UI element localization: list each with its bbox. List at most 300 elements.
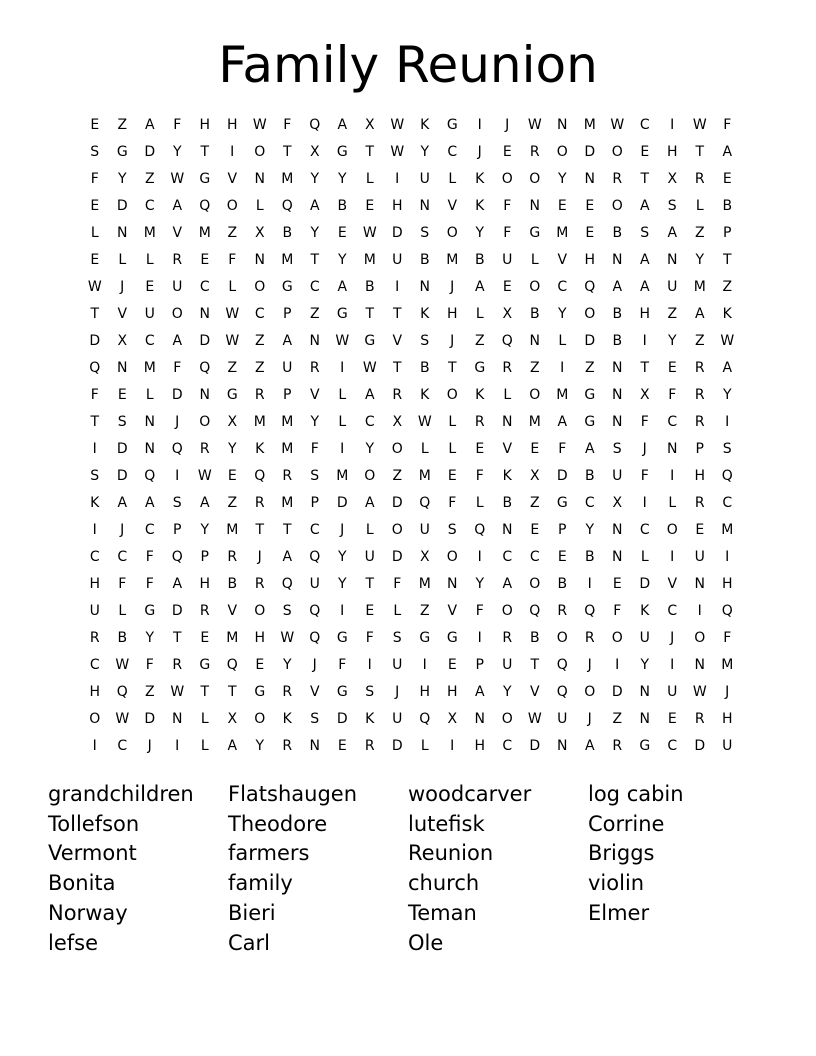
grid-letter: G xyxy=(584,386,596,403)
grid-letter: O xyxy=(529,575,541,592)
grid-letter: I xyxy=(367,656,372,673)
grid-letter: Y xyxy=(475,575,485,592)
grid-letter: J xyxy=(725,683,730,700)
grid-letter: P xyxy=(475,656,484,673)
grid-letter: S xyxy=(365,683,375,700)
grid-row xyxy=(81,435,741,462)
grid-letter: Z xyxy=(419,602,430,619)
grid-letter: K xyxy=(640,602,650,619)
grid-letter: Z xyxy=(227,494,238,511)
grid-row xyxy=(81,354,741,381)
grid-letter: K xyxy=(365,710,375,727)
grid-letter: F xyxy=(90,386,99,403)
grid-letter: L xyxy=(640,548,649,565)
grid-row xyxy=(81,570,741,597)
grid-letter: X xyxy=(227,710,238,727)
grid-letter: I xyxy=(560,359,565,376)
grid-letter: D xyxy=(171,602,183,619)
grid-letter: D xyxy=(116,197,128,214)
grid-letter: O xyxy=(391,521,403,538)
grid-letter: B xyxy=(612,224,623,241)
grid-letter: U xyxy=(282,359,293,376)
grid-letter: X xyxy=(502,305,513,322)
grid-letter: E xyxy=(337,737,347,754)
grid-letter: Y xyxy=(502,683,512,700)
grid-letter: Q xyxy=(281,197,293,214)
grid-row xyxy=(81,597,741,624)
grid-letter: Z xyxy=(694,224,705,241)
grid-letter: M xyxy=(281,413,294,430)
grid-letter: O xyxy=(254,602,266,619)
grid-letter: O xyxy=(556,143,568,160)
grid-letter: E xyxy=(145,278,155,295)
grid-letter: B xyxy=(419,251,430,268)
grid-letter: N xyxy=(144,440,155,457)
grid-letter: G xyxy=(199,170,211,187)
grid-letter: X xyxy=(254,224,265,241)
grid-letter: G xyxy=(446,629,458,646)
grid-letter: P xyxy=(173,521,182,538)
grid-letter: M xyxy=(693,278,706,295)
grid-letter: Y xyxy=(145,629,155,646)
grid-letter: Y xyxy=(337,170,347,187)
grid-letter: E xyxy=(502,143,512,160)
grid-letter: G xyxy=(116,143,128,160)
grid-letter: G xyxy=(474,359,486,376)
grid-letter: F xyxy=(475,602,484,619)
grid-letter: M xyxy=(281,440,294,457)
grid-letter: L xyxy=(503,386,512,403)
grid-letter: I xyxy=(175,737,180,754)
grid-letter: A xyxy=(337,278,348,295)
grid-letter: U xyxy=(392,710,403,727)
grid-letter: C xyxy=(557,278,568,295)
grid-letter: T xyxy=(282,521,292,538)
grid-letter: L xyxy=(255,197,264,214)
grid-letter: S xyxy=(172,494,182,511)
grid-letter: R xyxy=(227,548,238,565)
grid-letter: L xyxy=(90,224,99,241)
grid-letter: P xyxy=(695,440,704,457)
grid-letter: V xyxy=(392,332,403,349)
grid-letter: O xyxy=(364,467,376,484)
word-list-item: log cabin xyxy=(588,781,684,806)
word-list-item: Bieri xyxy=(228,901,276,926)
grid-letter: D xyxy=(391,224,403,241)
grid-letter: V xyxy=(557,251,568,268)
grid-letter: D xyxy=(391,737,403,754)
grid-letter: B xyxy=(722,197,733,214)
grid-letter: L xyxy=(448,170,457,187)
grid-letter: E xyxy=(585,224,595,241)
grid-letter: W xyxy=(225,305,240,322)
grid-letter: E xyxy=(557,197,567,214)
grid-letter: Q xyxy=(116,683,128,700)
grid-letter: A xyxy=(144,494,155,511)
grid-letter: M xyxy=(583,116,596,133)
grid-letter: F xyxy=(640,467,649,484)
grid-letter: B xyxy=(474,251,485,268)
grid-letter: K xyxy=(475,170,485,187)
grid-letter: C xyxy=(144,197,155,214)
grid-letter: X xyxy=(419,548,430,565)
grid-letter: F xyxy=(145,575,154,592)
grid-letter: J xyxy=(587,656,592,673)
grid-letter: T xyxy=(90,305,100,322)
grid-letter: N xyxy=(254,251,265,268)
grid-letter: D xyxy=(116,467,128,484)
word-list-item: Reunion xyxy=(408,841,494,866)
grid-letter: X xyxy=(529,467,540,484)
grid-letter: O xyxy=(171,305,183,322)
grid-letter: L xyxy=(558,332,567,349)
grid-letter: S xyxy=(447,521,457,538)
grid-letter: A xyxy=(722,143,733,160)
grid-letter: Z xyxy=(667,305,678,322)
grid-letter: X xyxy=(612,494,623,511)
grid-letter: I xyxy=(615,656,620,673)
grid-row xyxy=(81,651,741,678)
grid-letter: Q xyxy=(419,710,431,727)
grid-letter: B xyxy=(612,332,623,349)
grid-letter: Y xyxy=(722,386,732,403)
grid-letter: H xyxy=(89,575,101,592)
grid-letter: Y xyxy=(640,656,650,673)
grid-letter: N xyxy=(694,575,705,592)
grid-letter: N xyxy=(199,305,210,322)
grid-letter: R xyxy=(254,494,265,511)
grid-letter: V xyxy=(117,305,128,322)
grid-letter: I xyxy=(450,737,455,754)
grid-letter: E xyxy=(200,629,210,646)
grid-row xyxy=(81,489,741,516)
grid-letter: O xyxy=(89,710,101,727)
grid-letter: L xyxy=(365,521,374,538)
grid-letter: O xyxy=(611,629,623,646)
grid-letter: D xyxy=(584,332,596,349)
grid-letter: Q xyxy=(199,197,211,214)
word-list-item: Elmer xyxy=(588,901,650,926)
grid-letter: D xyxy=(391,494,403,511)
grid-letter: U xyxy=(172,278,183,295)
grid-letter: M xyxy=(143,359,156,376)
grid-letter: T xyxy=(640,359,650,376)
grid-letter: O xyxy=(666,521,678,538)
grid-letter: T xyxy=(310,251,320,268)
grid-letter: B xyxy=(529,629,540,646)
grid-letter: O xyxy=(584,305,596,322)
grid-letter: D xyxy=(144,710,156,727)
grid-letter: R xyxy=(392,386,403,403)
grid-letter: G xyxy=(419,629,431,646)
grid-letter: O xyxy=(199,413,211,430)
grid-letter: A xyxy=(474,278,485,295)
word-list-item: Ole xyxy=(408,930,444,955)
grid-letter: E xyxy=(90,116,100,133)
grid-letter: G xyxy=(336,143,348,160)
grid-letter: B xyxy=(529,305,540,322)
grid-letter: A xyxy=(364,386,375,403)
grid-letter: I xyxy=(92,440,97,457)
grid-letter: D xyxy=(144,143,156,160)
grid-letter: S xyxy=(90,143,100,160)
grid-letter: B xyxy=(337,197,348,214)
grid-letter: L xyxy=(448,413,457,430)
grid-letter: A xyxy=(364,494,375,511)
grid-letter: F xyxy=(613,602,622,619)
grid-letter: W xyxy=(335,332,350,349)
grid-letter: Z xyxy=(144,683,155,700)
grid-letter: C xyxy=(89,548,100,565)
grid-letter: A xyxy=(282,548,293,565)
word-list xyxy=(48,779,768,958)
grid-letter: U xyxy=(502,656,513,673)
grid-letter: K xyxy=(502,467,512,484)
grid-letter: M xyxy=(226,629,239,646)
grid-letter: I xyxy=(587,575,592,592)
word-list-item: Vermont xyxy=(48,841,137,866)
grid-letter: J xyxy=(450,332,455,349)
grid-letter: Z xyxy=(144,170,155,187)
grid-letter: Q xyxy=(281,575,293,592)
grid-letter: Y xyxy=(420,143,430,160)
grid-letter: H xyxy=(199,116,211,133)
grid-letter: H xyxy=(446,683,458,700)
word-list-row xyxy=(48,779,768,809)
grid-letter: O xyxy=(529,278,541,295)
grid-letter: J xyxy=(120,521,125,538)
grid-letter: F xyxy=(723,116,732,133)
grid-letter: T xyxy=(392,305,402,322)
grid-letter: E xyxy=(585,197,595,214)
grid-letter: C xyxy=(199,278,210,295)
grid-letter: Y xyxy=(695,251,705,268)
grid-letter: G xyxy=(529,224,541,241)
grid-letter: I xyxy=(422,656,427,673)
grid-letter: O xyxy=(391,440,403,457)
grid-letter: N xyxy=(502,413,513,430)
grid-row xyxy=(81,705,741,732)
grid-letter: A xyxy=(639,278,650,295)
grid-letter: R xyxy=(199,440,210,457)
grid-letter: W xyxy=(252,116,267,133)
grid-letter: Q xyxy=(171,548,183,565)
grid-letter: F xyxy=(668,386,677,403)
grid-letter: O xyxy=(446,386,458,403)
grid-letter: D xyxy=(116,440,128,457)
grid-letter: H xyxy=(199,575,211,592)
grid-letter: M xyxy=(253,413,266,430)
grid-letter: L xyxy=(145,251,154,268)
word-list-item: lutefisk xyxy=(408,811,485,836)
grid-letter: J xyxy=(175,413,180,430)
grid-letter: J xyxy=(450,278,455,295)
grid-letter: Q xyxy=(584,278,596,295)
grid-letter: U xyxy=(667,278,678,295)
word-list-item: violin xyxy=(588,871,645,896)
grid-letter: Q xyxy=(501,332,513,349)
grid-letter: U xyxy=(392,251,403,268)
grid-letter: P xyxy=(200,548,209,565)
grid-letter: T xyxy=(227,683,237,700)
grid-letter: T xyxy=(282,143,292,160)
grid-letter: X xyxy=(309,143,320,160)
grid-letter: L xyxy=(228,278,237,295)
grid-letter: C xyxy=(309,521,320,538)
grid-letter: E xyxy=(612,575,622,592)
grid-letter: N xyxy=(584,170,595,187)
grid-letter: W xyxy=(170,683,185,700)
grid-letter: S xyxy=(722,440,732,457)
grid-letter: N xyxy=(419,278,430,295)
grid-row xyxy=(81,408,741,435)
grid-letter: N xyxy=(612,251,623,268)
grid-letter: D xyxy=(89,332,101,349)
grid-letter: F xyxy=(393,575,402,592)
grid-row xyxy=(81,219,741,246)
grid-letter: Q xyxy=(171,440,183,457)
grid-letter: I xyxy=(670,548,675,565)
grid-letter: Q xyxy=(721,467,733,484)
grid-letter: M xyxy=(143,224,156,241)
grid-letter: D xyxy=(639,575,651,592)
grid-letter: F xyxy=(448,494,457,511)
grid-letter: F xyxy=(310,440,319,457)
grid-letter: O xyxy=(254,710,266,727)
grid-letter: O xyxy=(501,602,513,619)
grid-letter: W xyxy=(390,116,405,133)
grid-letter: L xyxy=(145,386,154,403)
grid-letter: H xyxy=(419,683,431,700)
grid-letter: C xyxy=(144,332,155,349)
grid-letter: S xyxy=(90,467,100,484)
grid-letter: S xyxy=(117,413,127,430)
grid-letter: L xyxy=(475,305,484,322)
grid-letter: E xyxy=(255,656,265,673)
grid-letter: L xyxy=(118,602,127,619)
grid-letter: L xyxy=(365,170,374,187)
grid-letter: F xyxy=(283,116,292,133)
grid-letter: C xyxy=(447,143,458,160)
grid-letter: E xyxy=(530,521,540,538)
grid-letter: K xyxy=(420,386,430,403)
grid-letter: V xyxy=(309,386,320,403)
grid-letter: U xyxy=(557,710,568,727)
grid-letter: A xyxy=(117,494,128,511)
grid-letter: C xyxy=(529,548,540,565)
grid-letter: G xyxy=(226,386,238,403)
grid-letter: R xyxy=(529,143,540,160)
grid-letter: M xyxy=(418,575,431,592)
grid-letter: U xyxy=(667,683,678,700)
grid-letter: J xyxy=(477,143,482,160)
grid-letter: I xyxy=(725,413,730,430)
grid-letter: U xyxy=(89,602,100,619)
grid-letter: J xyxy=(340,521,345,538)
grid-letter: F xyxy=(228,251,237,268)
grid-letter: W xyxy=(692,683,707,700)
grid-letter: Y xyxy=(557,305,567,322)
grid-letter: W xyxy=(170,170,185,187)
grid-letter: A xyxy=(557,413,568,430)
grid-letter: R xyxy=(694,386,705,403)
grid-letter: I xyxy=(175,467,180,484)
grid-letter: T xyxy=(640,170,650,187)
grid-letter: X xyxy=(667,170,678,187)
grid-letter: L xyxy=(695,197,704,214)
grid-letter: J xyxy=(670,629,675,646)
grid-letter: Y xyxy=(172,143,182,160)
grid-letter: G xyxy=(199,656,211,673)
grid-letter: Q xyxy=(309,116,321,133)
grid-letter: F xyxy=(503,197,512,214)
grid-letter: I xyxy=(340,359,345,376)
grid-letter: D xyxy=(611,683,623,700)
grid-letter: A xyxy=(584,440,595,457)
grid-letter: F xyxy=(640,413,649,430)
grid-letter: Q xyxy=(419,494,431,511)
grid-letter: A xyxy=(144,116,155,133)
grid-letter: E xyxy=(667,359,677,376)
grid-letter: O xyxy=(254,143,266,160)
grid-letter: N xyxy=(144,413,155,430)
grid-letter: W xyxy=(280,629,295,646)
word-list-item: Norway xyxy=(48,901,128,926)
grid-letter: L xyxy=(530,251,539,268)
grid-letter: B xyxy=(557,575,568,592)
grid-letter: K xyxy=(722,305,732,322)
grid-letter: N xyxy=(694,656,705,673)
grid-letter: V xyxy=(227,170,238,187)
grid-letter: I xyxy=(670,656,675,673)
grid-letter: B xyxy=(502,494,513,511)
grid-letter: A xyxy=(612,278,623,295)
grid-letter: Z xyxy=(227,224,238,241)
grid-letter: T xyxy=(722,251,732,268)
grid-letter: Z xyxy=(309,305,320,322)
grid-letter: Z xyxy=(117,116,128,133)
grid-letter: I xyxy=(92,521,97,538)
grid-letter: A xyxy=(309,197,320,214)
grid-letter: H xyxy=(721,575,733,592)
grid-letter: W xyxy=(225,332,240,349)
grid-letter: Y xyxy=(365,440,375,457)
grid-letter: C xyxy=(502,548,513,565)
word-list-row xyxy=(48,809,768,839)
grid-letter: Y xyxy=(337,575,347,592)
word-list-item: family xyxy=(228,871,293,896)
grid-letter: T xyxy=(365,305,375,322)
grid-letter: V xyxy=(172,224,183,241)
grid-letter: G xyxy=(336,683,348,700)
grid-letter: E xyxy=(695,521,705,538)
grid-letter: A xyxy=(502,575,513,592)
grid-letter: Y xyxy=(310,413,320,430)
grid-letter: M xyxy=(721,656,734,673)
grid-row xyxy=(81,381,741,408)
grid-letter: Z xyxy=(392,467,403,484)
grid-letter: B xyxy=(117,629,128,646)
grid-row xyxy=(81,165,741,192)
grid-letter: U xyxy=(694,548,705,565)
grid-letter: X xyxy=(117,332,128,349)
grid-letter: Q xyxy=(144,467,156,484)
grid-letter: N xyxy=(117,359,128,376)
grid-letter: J xyxy=(642,440,647,457)
grid-letter: M xyxy=(446,251,459,268)
grid-letter: O xyxy=(611,197,623,214)
grid-letter: G xyxy=(364,332,376,349)
